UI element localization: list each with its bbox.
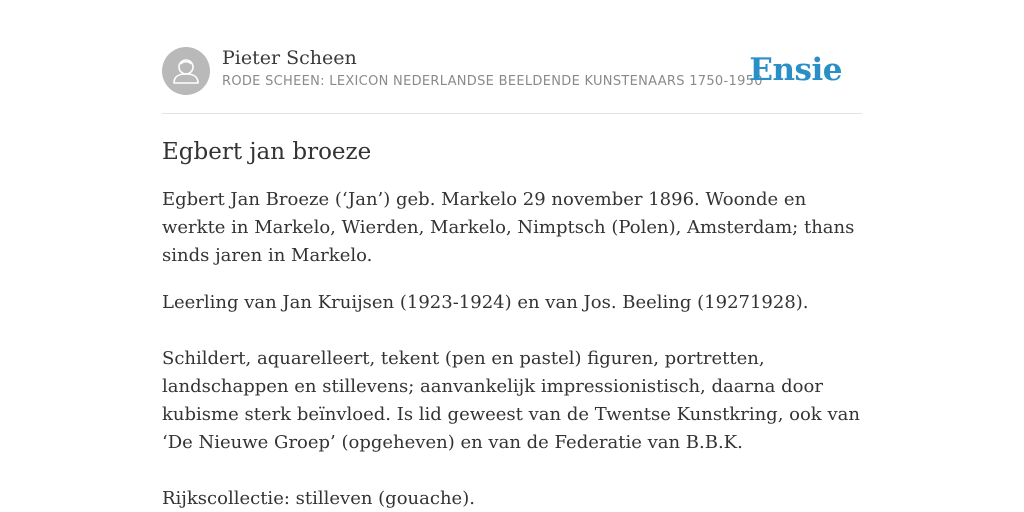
author-avatar[interactable] bbox=[162, 47, 210, 95]
source-title[interactable]: RODE SCHEEN: LEXICON NEDERLANDSE BEELDENDE KUNSTENAARS 1750-1950 bbox=[222, 74, 763, 89]
article-title: Egbert jan broeze bbox=[162, 139, 372, 165]
article-content bbox=[162, 136, 862, 512]
author-name[interactable]: Pieter Scheen bbox=[222, 47, 357, 69]
article-header bbox=[162, 46, 862, 114]
article-paragraph: Leerling van Jan Kruijsen (1923-1924) en van Jos. Beeling (19271928). Schildert, aquarelleert, tekent (pen en pastel) figuren, portretten, landschappen en stillevens; aanvankelijk impressionistisch, daarna door kubisme sterk beïnvloed. Is lid geweest van de Twentse Kunstkring, ook van ‘De Nieuwe Groep’ (opgeheven) en van de Federatie van B.B.K. Rijkscollectie: stilleven (gouache). bbox=[162, 292, 860, 509]
ensie-logo[interactable]: Ensie bbox=[749, 52, 842, 88]
article-paragraph: Egbert Jan Broeze (‘Jan’) geb. Markelo 29 november 1896. Woonde en werkte in Markelo, Wierden, Markelo, Nimptsch (Polen), Amsterdam; thans sinds jaren in Markelo. bbox=[162, 189, 855, 266]
user-silhouette-icon bbox=[162, 47, 210, 95]
